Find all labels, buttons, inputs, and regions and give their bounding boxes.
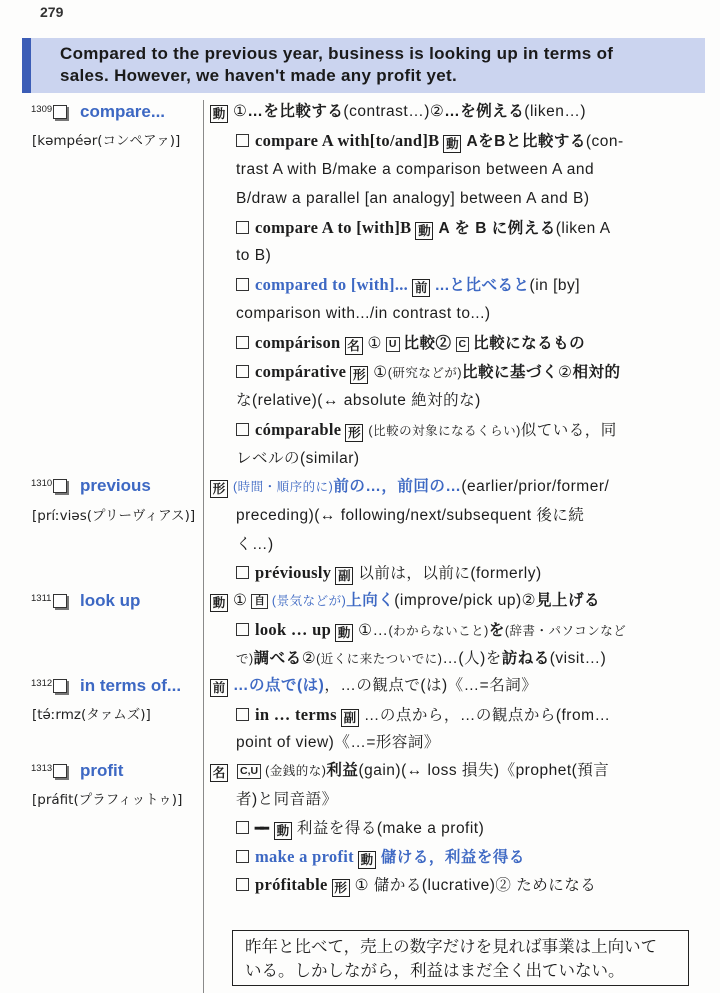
usage-note: (わからないこと)	[388, 624, 489, 638]
usage-note: (金銭的な)	[265, 764, 327, 778]
translation-box	[232, 930, 689, 986]
checkbox-icon	[53, 764, 67, 778]
checkbox-icon	[53, 479, 67, 493]
usage-note: (比較の対象になるくらい)	[368, 424, 521, 438]
sense-number: ②	[558, 364, 573, 381]
sense-number: ①	[373, 364, 388, 381]
definition-line	[210, 760, 609, 782]
meaning-note: ，…の観点で(は)《…=名詞》	[324, 677, 538, 694]
sense-number: ②	[301, 650, 317, 667]
related-meaning: 比較②	[403, 335, 452, 352]
pos-adjective-icon: 形	[345, 424, 363, 442]
meaning: 利益	[326, 762, 359, 779]
sense-number: ①	[367, 335, 382, 352]
headword: profit	[80, 761, 124, 780]
related-meaning: AをBと比較する	[466, 133, 586, 150]
related-line	[236, 562, 542, 584]
related-meaning: 比較に基づく	[462, 364, 559, 381]
related-phrase: prófitable	[255, 875, 328, 894]
pos-verb-icon: 動	[358, 851, 376, 869]
pos-noun-icon: 名	[345, 337, 363, 355]
example-sentence-line: sales. However, we haven't made any profit yet.	[60, 66, 458, 85]
related-line	[236, 332, 585, 354]
related-line	[236, 419, 617, 441]
related-line	[236, 704, 611, 726]
headword: compare...	[80, 102, 166, 121]
sense-number: ①…	[358, 622, 389, 639]
checkbox-icon	[236, 221, 249, 234]
translation-line: 昨年と比べて，売上の数字だけを見れば事業は上向いて	[245, 937, 658, 956]
related-line	[236, 274, 580, 296]
pos-verb-icon: 動	[210, 105, 228, 123]
pos-adjective-icon: 形	[332, 879, 350, 897]
pos-adjective-icon: 形	[210, 480, 228, 498]
pronunciation: [práfit(プラフィットゥ)]	[32, 792, 183, 808]
synonym-note: (gain)(↔ loss 損失)《prophet(預言	[358, 762, 610, 779]
pronunciation: [kəmpéər(コンペアァ)]	[32, 133, 181, 149]
banner-accent-bar	[22, 38, 31, 93]
related-phrase: préviously	[255, 563, 332, 582]
continuation-line: レベルの(similar)	[236, 450, 360, 467]
pos-verb-icon: 動	[335, 624, 353, 642]
definition-line	[210, 675, 537, 697]
usage-note: (景気などが)	[271, 594, 347, 608]
headword: in terms of...	[80, 676, 182, 695]
continuation-line: trast A with B/make a comparison between A and	[236, 161, 595, 178]
entry-number: 1311	[31, 593, 52, 604]
checkbox-icon	[236, 850, 249, 863]
continuation-line: comparison with.../in contrast to...)	[236, 305, 491, 322]
synonym-note: (visit…)	[549, 650, 607, 667]
meaning: …を例える	[444, 103, 525, 120]
continuation-line: to B)	[236, 247, 272, 264]
countable-uncountable-label: C,U	[237, 764, 261, 779]
pos-adverb-icon: 副	[335, 567, 353, 585]
continuation-line	[236, 648, 606, 670]
example-sentence-banner	[22, 38, 705, 93]
related-meaning: 訪ねる	[501, 650, 550, 667]
uncountable-label: U	[386, 337, 400, 352]
checkbox-icon	[236, 566, 249, 579]
related-line	[236, 361, 620, 383]
particle: を	[488, 622, 505, 639]
sense-number: ①	[233, 103, 248, 120]
checkbox-icon	[236, 878, 249, 891]
synonym-note: (improve/pick up)②	[394, 592, 537, 609]
related-note: (liken A	[555, 220, 611, 237]
checkbox-icon	[53, 105, 67, 119]
related-meaning: 似ている，同	[520, 422, 617, 439]
pos-verb-icon: 動	[274, 822, 292, 840]
synonym-note: (liken…)	[524, 103, 586, 120]
checkbox-icon	[236, 708, 249, 721]
headword: previous	[80, 476, 151, 495]
definition-line	[210, 476, 609, 498]
sense-number: ①	[233, 592, 248, 609]
definition-line	[210, 590, 600, 612]
usage-note: (研究などが)	[387, 366, 463, 380]
pos-verb-icon: 動	[210, 594, 228, 612]
related-line	[236, 846, 525, 868]
pos-adverb-icon: 副	[341, 709, 359, 727]
related-phrase: compare A with[to/and]B	[255, 131, 440, 150]
meaning: 上向く	[346, 592, 395, 609]
checkbox-icon	[236, 336, 249, 349]
meaning: …を比較する	[247, 103, 344, 120]
related-meaning: 以前は，以前に(formerly)	[358, 565, 542, 582]
headword: look up	[80, 591, 141, 610]
related-meaning: 儲ける，利益を得る	[380, 849, 525, 866]
pos-adjective-icon: 形	[350, 366, 368, 384]
related-line	[236, 619, 626, 641]
related-phrase: in … terms	[255, 705, 337, 724]
entry-number: 1309	[31, 104, 53, 115]
meaning: 見上げる	[536, 592, 601, 609]
related-meaning: ① 儲かる(lucrative)② ためになる	[354, 877, 597, 894]
related-line	[236, 874, 596, 896]
related-phrase: cómparable	[255, 420, 342, 439]
pronunciation: [príːviəs(プリーヴィアス)]	[32, 508, 196, 524]
usage-note: で)	[236, 652, 254, 666]
pos-verb-icon: 動	[443, 135, 461, 153]
continuation-line: point of view)《…=形容詞》	[236, 734, 440, 751]
meaning: …の点で(は)	[233, 677, 325, 694]
checkbox-icon	[236, 278, 249, 291]
related-meaning: 調べる	[253, 650, 302, 667]
synonym-note: (contrast…)②	[343, 103, 445, 120]
translation-line: いる。しかしながら，利益はまだ全く出ていない。	[245, 961, 625, 980]
checkbox-icon	[53, 679, 67, 693]
entry-number: 1313	[31, 763, 53, 774]
intransitive-label: 自	[251, 594, 268, 609]
related-phrase: compare A to [with]B	[255, 218, 412, 237]
entry-number: 1312	[31, 678, 53, 689]
related-line	[236, 217, 611, 239]
countable-label: C	[456, 337, 470, 352]
related-note: (in [by]	[529, 277, 581, 294]
usage-note: (辞書・パソコンなど	[504, 624, 627, 638]
example-sentence-line: Compared to the previous year, business is looking up in terms of	[60, 44, 614, 63]
related-meaning: …の点から，…の観点から(from…	[363, 707, 611, 724]
related-phrase: look … up	[255, 620, 332, 639]
continuation-line: く…)	[236, 536, 274, 553]
pos-noun-icon: 名	[210, 764, 228, 782]
checkbox-icon	[236, 623, 249, 636]
pos-preposition-icon: 前	[412, 279, 430, 297]
related-phrase: compárison	[255, 333, 341, 352]
page-number: 279	[40, 4, 64, 20]
continuation-line: 者)と同音語》	[236, 791, 338, 808]
related-note: (con-	[585, 133, 624, 150]
headword-placeholder-dash: ━━	[255, 820, 266, 836]
usage-note: (近くに来たついでに)	[316, 652, 443, 666]
checkbox-icon	[236, 134, 249, 147]
related-phrase: compared to [with]...	[255, 275, 409, 294]
checkbox-icon	[236, 423, 249, 436]
pos-preposition-icon: 前	[210, 679, 228, 697]
entry-number: 1310	[31, 478, 53, 489]
related-meaning: ...と比べると	[435, 277, 530, 294]
related-meaning: A を B に例える	[438, 220, 556, 237]
continuation-line: な(relative)(↔ absolute 絶対的な)	[236, 392, 481, 409]
checkbox-icon	[236, 365, 249, 378]
continuation-line: preceding)(↔ following/next/subsequent 後に続	[236, 507, 585, 524]
definition-line	[210, 101, 586, 123]
related-line	[236, 130, 624, 152]
checkbox-icon	[53, 594, 67, 608]
related-phrase: make a profit	[255, 847, 354, 866]
usage-note: (時間・順序的に)	[233, 480, 334, 494]
related-meaning: 相対的	[572, 364, 621, 381]
related-phrase: compárative	[255, 362, 347, 381]
related-line	[236, 817, 484, 839]
pronunciation: [tə́ːrmz(タァムズ)]	[32, 707, 151, 723]
column-divider	[203, 100, 204, 993]
related-meaning: 比較になるもの	[473, 335, 586, 352]
checkbox-icon	[236, 821, 249, 834]
object-note: …(人)を	[442, 650, 502, 667]
related-meaning: 利益を得る(make a profit)	[296, 820, 485, 837]
meaning: 前の…，前回の…	[333, 478, 462, 495]
synonym-note: (earlier/prior/former/	[461, 478, 610, 495]
pos-verb-icon: 動	[415, 222, 433, 240]
continuation-line: B/draw a parallel [an analogy] between A and B)	[236, 190, 590, 207]
